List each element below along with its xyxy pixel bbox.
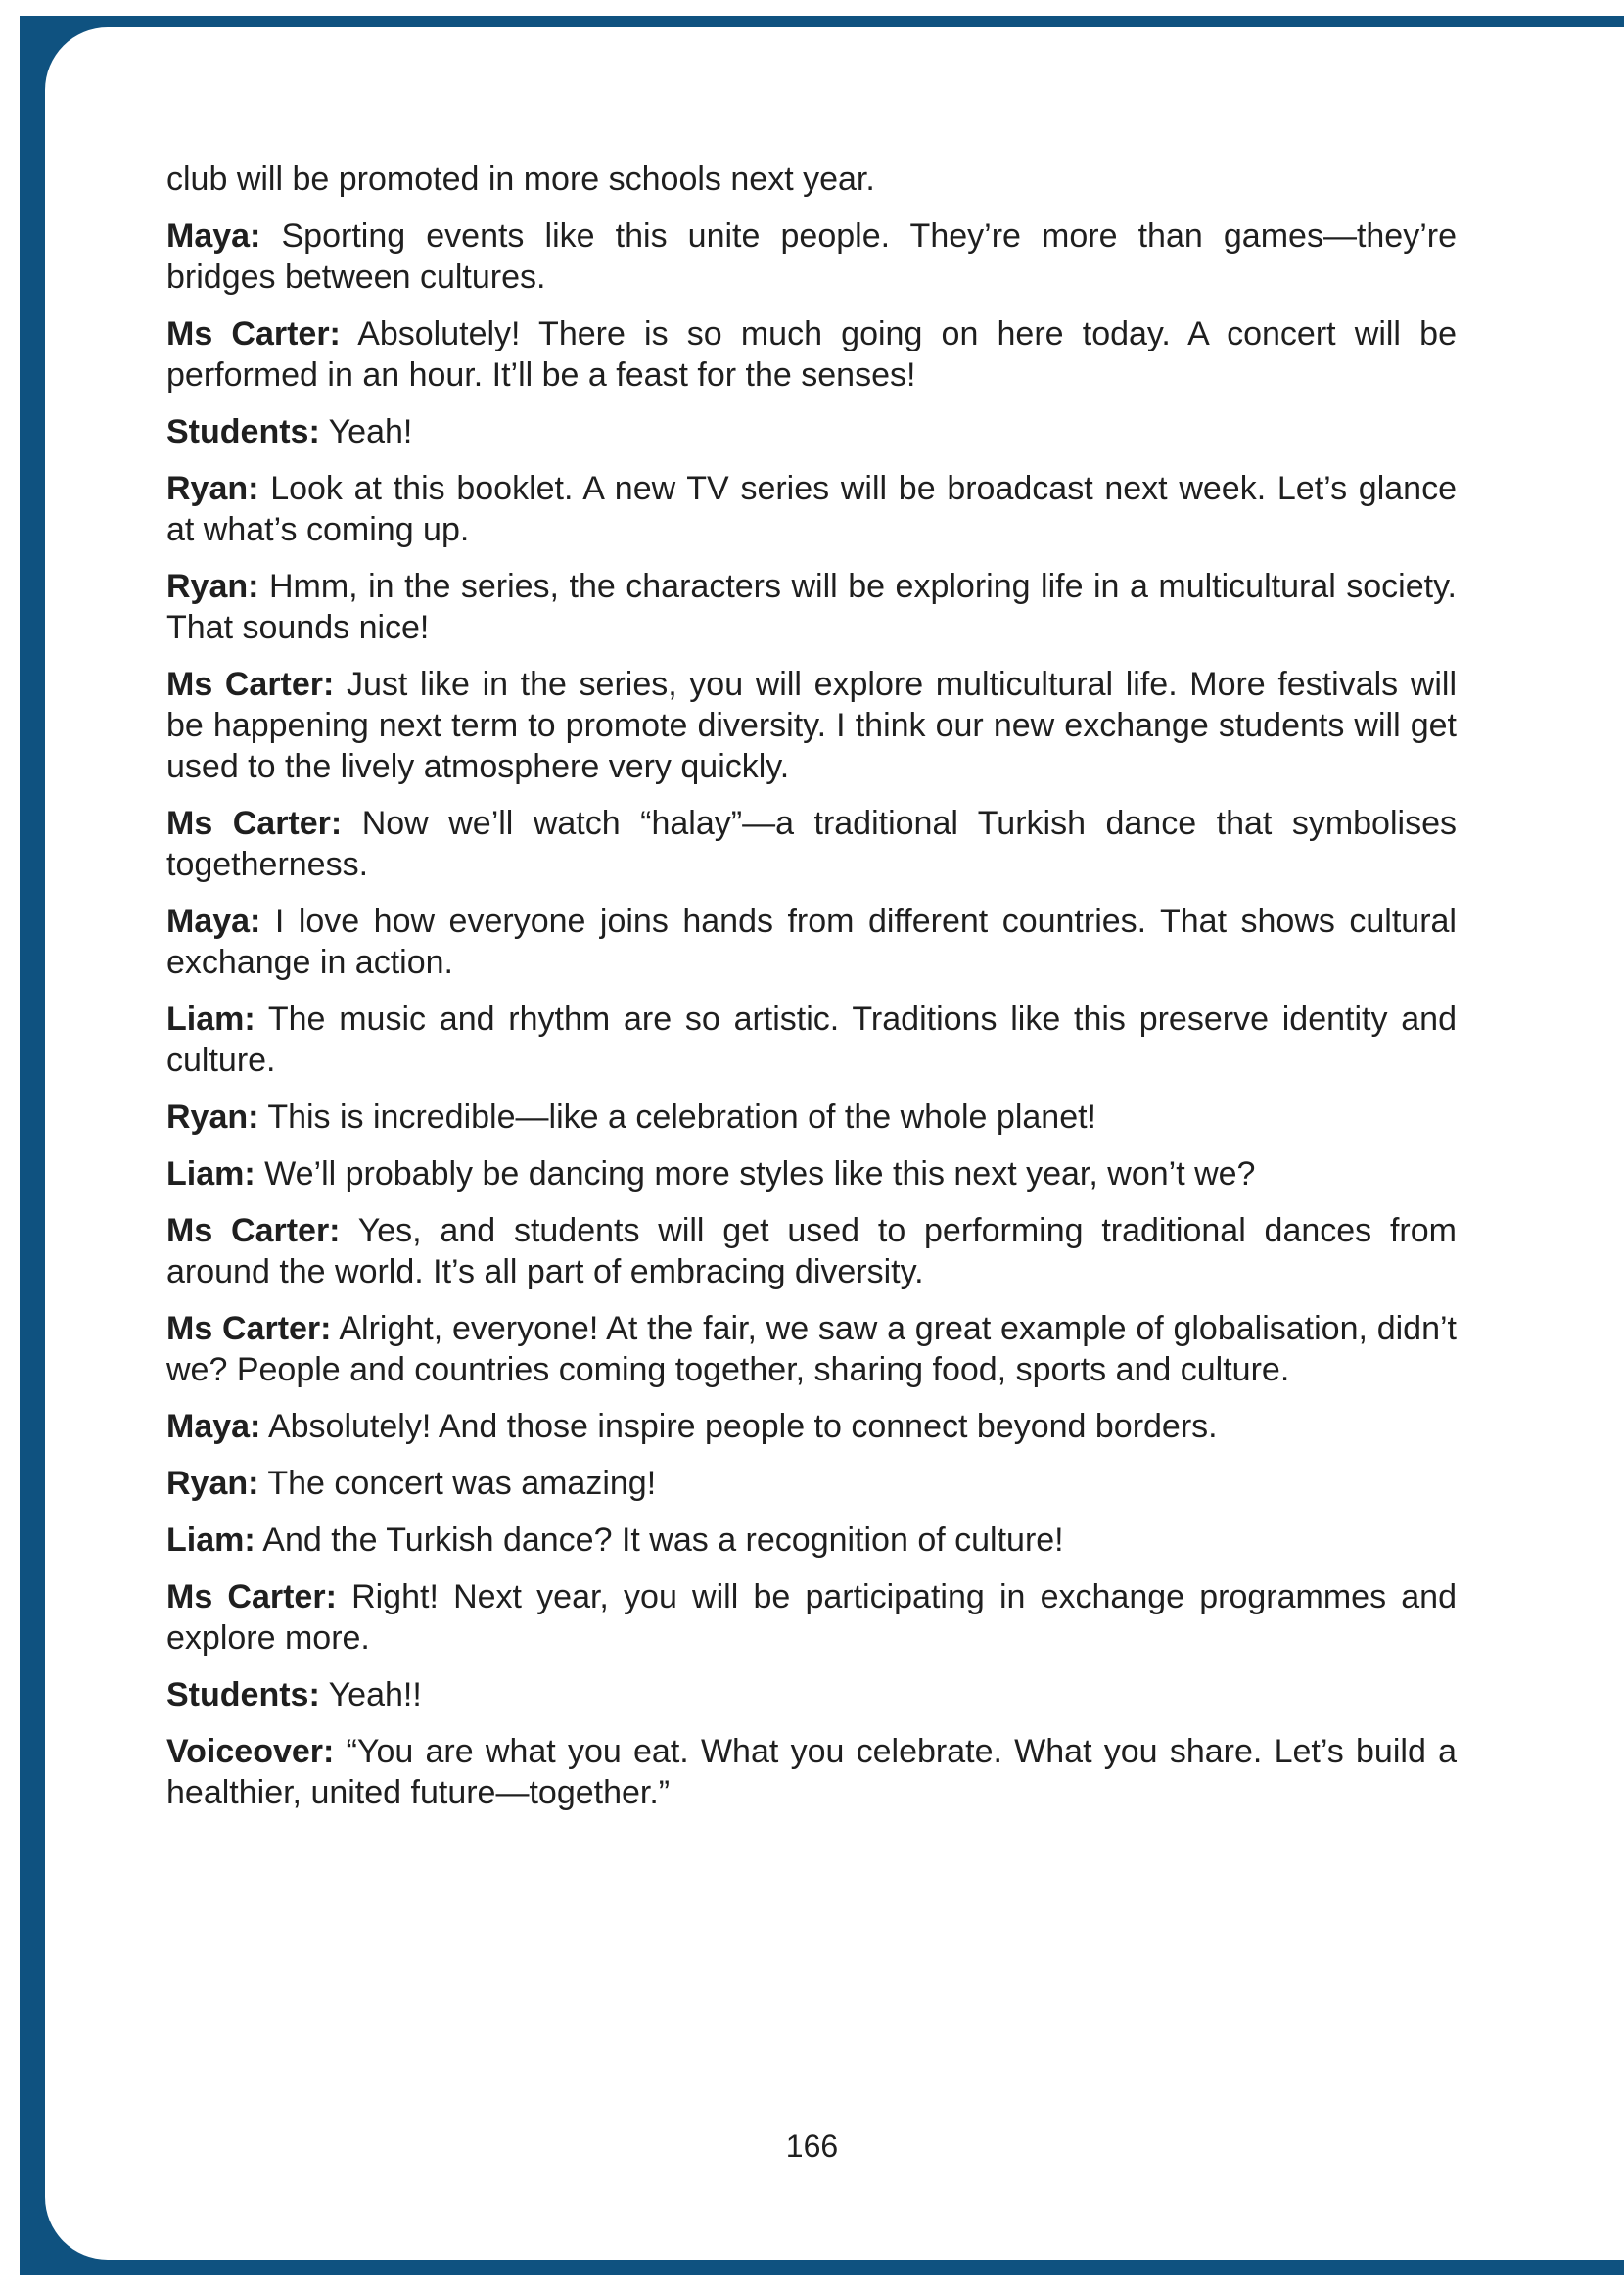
dialogue-text-span: Yeah!! [328,1676,422,1713]
dialogue-line [166,566,1457,648]
dialogue-text-span: “You are what you eat. What you celebrate. What you share. Let’s build a healthier, united future—together.” [166,1733,1458,1811]
dialogue-line [166,1153,1457,1194]
dialogue-line [166,468,1457,550]
speaker-name: Ryan: [166,1099,259,1136]
dialogue-text-span: The concert was amazing! [267,1465,657,1502]
dialogue-text-span: This is incredible—like a celebration of the whole planet! [267,1099,1096,1136]
dialogue-line [166,215,1457,298]
dialogue-line [166,411,1457,452]
speaker-name: Liam: [166,1001,255,1038]
speaker-name: Maya: [166,903,261,940]
speaker-name: Ms Carter: [166,1310,332,1347]
dialogue-text-span: Absolutely! And those inspire people to connect beyond borders. [267,1408,1218,1445]
speaker-name: Voiceover: [166,1733,335,1770]
speaker-name: Maya: [166,1408,261,1445]
speaker-name: Ms Carter: [166,1212,341,1249]
dialogue-line [166,313,1457,396]
dialogue-text-span: Look at this booklet. A new TV series will be broadcast next week. Let’s glance at what’s coming up. [166,470,1457,548]
dialogue-line [166,803,1457,885]
dialogue-line [166,664,1457,787]
speaker-name: Ryan: [166,1465,259,1502]
speaker-name: Ms Carter: [166,315,341,352]
speaker-name: Ms Carter: [166,666,335,703]
speaker-name: Maya: [166,217,261,255]
dialogue-line [166,999,1457,1081]
dialogue-line [166,1406,1457,1447]
speaker-name: Liam: [166,1155,255,1192]
dialogue-line [166,1308,1457,1390]
dialogue-line [166,1520,1457,1561]
dialogue-text-span: Yeah! [328,413,413,450]
dialogue-text-span: Absolutely! There is so much going on here today. A concert will be performed in an hour. It’ll be a feast for the senses! [166,315,1457,394]
dialogue-text-span: Just like in the series, you will explore multicultural life. More festivals will be happening next term to promote diversity. I think our new exchange students will get used to the lively atmosphere very quickly. [166,666,1457,785]
speaker-name: Ryan: [166,568,259,605]
intro-line: club will be promoted in more schools next year. [166,161,875,198]
dialogue-text-span: Sporting events like this unite people. They’re more than games—they’re bridges between cultures. [166,217,1457,296]
dialogue-line [166,1731,1457,1813]
dialogue-text-span: Yes, and students will get used to performing traditional dances from around the world. It’s all part of embracing diversity. [166,1212,1457,1290]
dialogue-text-span: Alright, everyone! At the fair, we saw a great example of globalisation, didn’t we? People and countries coming together, sharing food, sports and culture. [166,1310,1457,1388]
dialogue-text-span: I love how everyone joins hands from different countries. That shows cultural exchange in action. [166,903,1457,981]
dialogue-line [166,1210,1457,1292]
speaker-name: Liam: [166,1521,255,1559]
dialogue-text [166,159,1457,1829]
dialogue-text-span: The music and rhythm are so artistic. Traditions like this preserve identity and culture. [166,1001,1457,1079]
dialogue-text-span: Now we’ll watch “halay”—a traditional Turkish dance that symbolises togetherness. [166,805,1457,883]
speaker-name: Ms Carter: [166,1578,337,1615]
page-number: 166 [785,2128,839,2164]
dialogue-line [166,901,1457,983]
speaker-name: Students: [166,413,320,450]
dialogue-text-span: We’ll probably be dancing more styles like this next year, won’t we? [264,1155,1256,1192]
dialogue-line [166,1576,1457,1659]
dialogue-line [166,1097,1457,1138]
speaker-name: Students: [166,1676,320,1713]
dialogue-text-span: And the Turkish dance? It was a recognition of culture! [262,1521,1064,1559]
dialogue-text-span: Right! Next year, you will be participating in exchange programmes and explore more. [166,1578,1457,1657]
dialogue-line [166,1674,1457,1715]
speaker-name: Ryan: [166,470,259,507]
speaker-name: Ms Carter: [166,805,343,842]
dialogue-line [166,1463,1457,1504]
dialogue-text-span: Hmm, in the series, the characters will be exploring life in a multicultural society. That sounds nice! [166,568,1458,646]
